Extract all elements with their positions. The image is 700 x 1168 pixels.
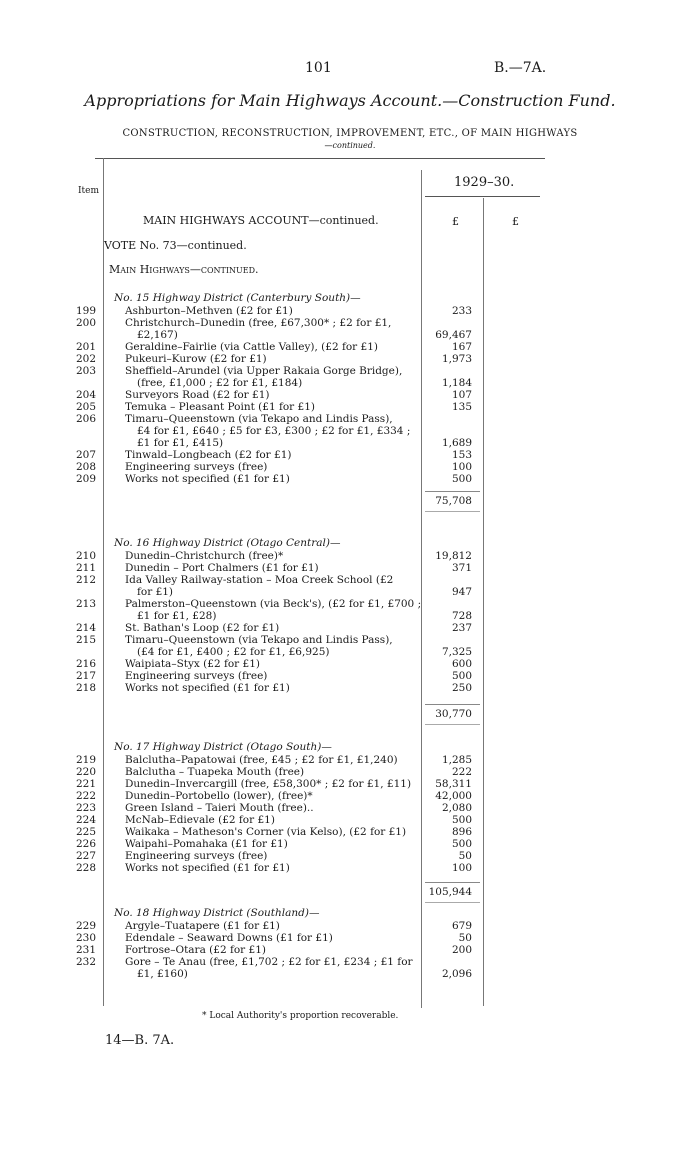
item-description: Ashburton–Methven (£2 for £1) [125,305,293,317]
item-amount: 500 [451,838,472,850]
item-number: 202 [75,353,96,365]
item-description: £2,167) [137,329,178,341]
item-number: 214 [75,622,96,634]
item-description: Timaru–Queenstown (via Tekapo and Lindis Pass), [125,413,393,425]
header-rule-top [95,158,545,159]
item-description: Edendale – Seaward Downs (£1 for £1) [125,932,333,944]
table-row [0,622,700,634]
table-row [0,562,700,574]
item-number: 225 [75,826,96,838]
item-number: 215 [75,634,96,646]
item-amount: 42,000 [435,790,472,802]
table-row [0,586,700,598]
district-heading: No. 17 Highway District (Otago South)— [114,741,332,753]
subtotal-rule [425,704,480,705]
item-amount: 200 [451,944,472,956]
table-row [0,449,700,461]
item-number: 217 [75,670,96,682]
item-number: 208 [75,461,96,473]
table-row [0,682,700,694]
item-number: 210 [75,550,96,562]
item-description: Engineering surveys (free) [125,461,268,473]
item-description: Christchurch–Dunedin (free, £67,300* ; £2 for £1, [125,317,392,329]
currency-header-1: £ [452,215,459,228]
table-row [0,574,700,586]
item-column-header: Item [78,186,100,196]
item-description: Waikaka – Matheson's Corner (via Kelso), (£2 for £1) [125,826,407,838]
table-row [0,838,700,850]
footnote: * Local Authority's proportion recoverable. [202,1011,399,1021]
table-row [0,932,700,944]
item-amount: 153 [451,449,472,461]
table-row [0,341,700,353]
item-description: Tinwald–Longbeach (£2 for £1) [125,449,292,461]
table-row [0,814,700,826]
item-number: 227 [75,850,96,862]
item-description: Timaru–Queenstown (via Tekapo and Lindis Pass), [125,634,393,646]
item-description: Dunedin – Port Chalmers (£1 for £1) [125,562,319,574]
item-description: Sheffield–Arundel (via Upper Rakaia Gorge Bridge), [125,365,403,377]
table-row [0,944,700,956]
item-amount: 500 [451,814,472,826]
item-amount: 371 [451,562,472,574]
item-amount: 896 [451,826,472,838]
currency-header-2: £ [512,215,519,228]
item-amount: 7,325 [441,646,472,658]
item-amount: 50 [458,850,472,862]
year-column-header: 1929–30. [454,175,515,190]
item-number: 219 [75,754,96,766]
item-description: Pukeuri–Kurow (£2 for £1) [125,353,267,365]
item-number: 201 [75,341,96,353]
table-row [0,920,700,932]
item-number: 218 [75,682,96,694]
district-total: 75,708 [435,495,472,507]
item-number: 221 [75,778,96,790]
table-row [0,317,700,329]
table-row [0,610,700,622]
item-description: Temuka – Pleasant Point (£1 for £1) [125,401,315,413]
subtotal-rule [425,882,480,883]
item-number: 223 [75,802,96,814]
table-row [0,850,700,862]
item-amount: 100 [451,461,472,473]
district-heading: No. 15 Highway District (Canterbury South)— [114,292,361,304]
item-amount: 167 [451,341,472,353]
item-number: 231 [75,944,96,956]
item-amount: 1,689 [441,437,472,449]
item-description: £1, £160) [137,968,188,980]
table-row [0,778,700,790]
item-amount: 600 [451,658,472,670]
signature-mark: 14—B. 7A. [105,1033,175,1048]
item-number: 199 [75,305,96,317]
table-row [0,353,700,365]
table-row [0,634,700,646]
table-row [0,790,700,802]
item-amount: 58,311 [435,778,472,790]
table-row [0,754,700,766]
table-row [0,365,700,377]
item-description: Works not specified (£1 for £1) [125,682,290,694]
item-description: Green Island – Taieri Mouth (free).. [125,802,314,814]
item-description: Palmerston–Queenstown (via Beck's), (£2 for £1, £700 ; [125,598,422,610]
item-number: 226 [75,838,96,850]
section-subtitle: CONSTRUCTION, RECONSTRUCTION, IMPROVEMENT, ETC., OF MAIN HIGHWAYS [122,128,578,139]
item-amount: 500 [451,670,472,682]
item-amount: 250 [451,682,472,694]
subtotal-rule [425,511,480,512]
item-description: Balclutha – Tuapeka Mouth (free) [125,766,305,778]
page-number: 101 [305,60,332,76]
table-row [0,862,700,874]
item-amount: 1,973 [441,353,472,365]
vote-heading: VOTE No. 73—continued. [104,239,247,252]
item-amount: 728 [451,610,472,622]
item-description: Engineering surveys (free) [125,670,268,682]
district-total: 30,770 [435,708,472,720]
item-description: Works not specified (£1 for £1) [125,473,290,485]
item-amount: 69,467 [435,329,472,341]
subtotal-rule [425,902,480,903]
account-heading: MAIN HIGHWAYS ACCOUNT—continued. [143,214,379,227]
item-number: 213 [75,598,96,610]
table-row [0,437,700,449]
item-number: 224 [75,814,96,826]
item-amount: 107 [451,389,472,401]
item-amount: 679 [451,920,472,932]
item-amount: 2,080 [441,802,472,814]
table-row [0,956,700,968]
item-number: 204 [75,389,96,401]
item-description: Geraldine–Fairlie (via Cattle Valley), (£2 for £1) [125,341,378,353]
table-row [0,389,700,401]
item-description: Works not specified (£1 for £1) [125,862,290,874]
item-number: 229 [75,920,96,932]
item-amount: 1,184 [441,377,472,389]
item-number: 211 [75,562,96,574]
item-description: St. Bathan's Loop (£2 for £1) [125,622,280,634]
item-description: McNab–Edievale (£2 for £1) [125,814,275,826]
district-heading: No. 18 Highway District (Southland)— [114,907,320,919]
item-description: Balclutha–Papatowai (free, £45 ; £2 for £1, £1,240) [125,754,398,766]
table-row [0,305,700,317]
document-reference: B.—7A. [494,60,547,76]
item-amount: 1,285 [441,754,472,766]
item-description: Dunedin–Portobello (lower), (free)* [125,790,313,802]
table-row [0,802,700,814]
table-row [0,413,700,425]
item-number: 220 [75,766,96,778]
subvote-heading: Main Highways—continued. [109,263,259,276]
item-number: 228 [75,862,96,874]
item-amount: 500 [451,473,472,485]
item-description: Dunedin–Christchurch (free)* [125,550,284,562]
table-row [0,401,700,413]
item-number: 209 [75,473,96,485]
item-description: (free, £1,000 ; £2 for £1, £184) [137,377,303,389]
item-amount: 19,812 [435,550,472,562]
item-description: £1 for £1, £28) [137,610,217,622]
table-row [0,766,700,778]
table-row [0,329,700,341]
section-subtitle-continued: —continued. [324,141,376,150]
district-total: 105,944 [428,886,472,898]
item-number: 206 [75,413,96,425]
item-amount: 50 [458,932,472,944]
item-amount: 237 [451,622,472,634]
item-amount: 135 [451,401,472,413]
table-row [0,461,700,473]
table-row [0,670,700,682]
table-row [0,425,700,437]
subtotal-rule [425,491,480,492]
table-row [0,826,700,838]
table-row [0,473,700,485]
district-heading: No. 16 Highway District (Otago Central)— [114,537,341,549]
item-description: Waipiata–Styx (£2 for £1) [125,658,260,670]
item-number: 222 [75,790,96,802]
item-amount: 233 [451,305,472,317]
table-row [0,598,700,610]
table-row [0,377,700,389]
item-description: Waipahi–Pomahaka (£1 for £1) [125,838,288,850]
item-description: Gore – Te Anau (free, £1,702 ; £2 for £1, £234 ; £1 for [125,956,413,968]
item-description: Fortrose–Otara (£2 for £1) [125,944,266,956]
item-amount: 2,096 [441,968,472,980]
header-rule-bottom [425,196,540,197]
item-description: (£4 for £1, £400 ; £2 for £1, £6,925) [137,646,330,658]
table-row [0,968,700,980]
item-description: Engineering surveys (free) [125,850,268,862]
table-row [0,658,700,670]
page-title: Appropriations for Main Highways Account.—Construction Fund. [84,91,616,110]
item-number: 200 [75,317,96,329]
item-number: 207 [75,449,96,461]
item-description: £4 for £1, £640 ; £5 for £3, £300 ; £2 for £1, £334 ; [137,425,411,437]
item-number: 212 [75,574,96,586]
item-description: £1 for £1, £415) [137,437,224,449]
item-amount: 222 [451,766,472,778]
table-row [0,550,700,562]
subtotal-rule [425,724,480,725]
item-description: Ida Valley Railway-station – Moa Creek School (£2 [125,574,394,586]
item-number: 230 [75,932,96,944]
table-row [0,646,700,658]
item-description: for £1) [137,586,174,598]
item-amount: 947 [451,586,472,598]
item-number: 203 [75,365,96,377]
item-amount: 100 [451,862,472,874]
item-description: Surveyors Road (£2 for £1) [125,389,270,401]
item-description: Dunedin–Invercargill (free, £58,300* ; £2 for £1, £11) [125,778,412,790]
item-number: 205 [75,401,96,413]
item-number: 216 [75,658,96,670]
item-description: Argyle–Tuatapere (£1 for £1) [125,920,280,932]
item-number: 232 [75,956,96,968]
